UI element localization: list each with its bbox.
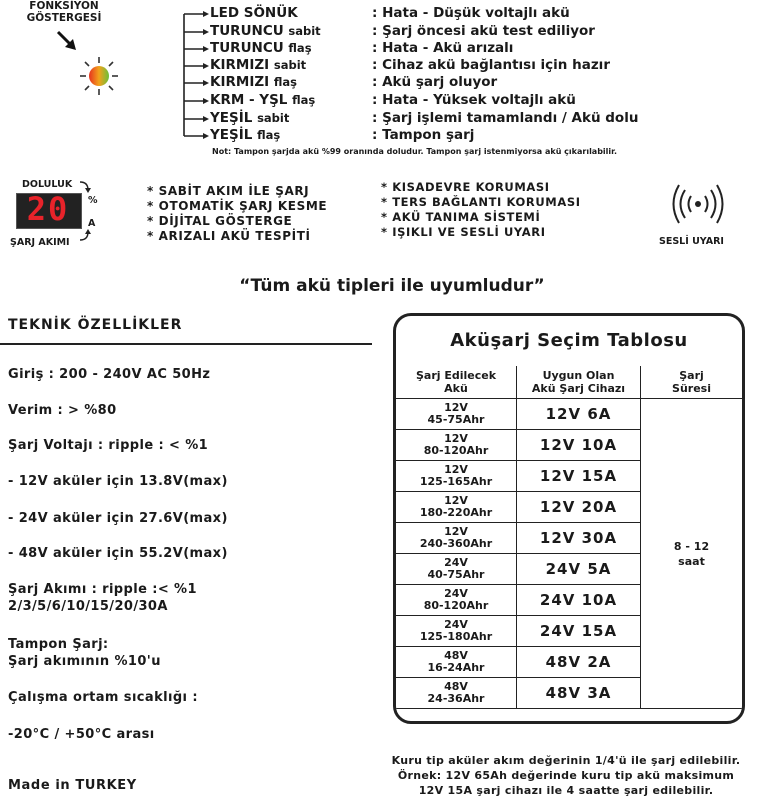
spec-temp: Çalışma ortam sıcaklığı : (8, 690, 198, 705)
current-label: ŞARJ AKIMI (10, 237, 70, 248)
charger-cell: 48V 3A (517, 678, 641, 709)
spec-48v: - 48V aküler için 55.2V(max) (8, 546, 228, 561)
selection-grid (396, 366, 742, 709)
led-state-desc: : Hata - Düşük voltajlı akü (372, 5, 570, 21)
led-state-desc: : Cihaz akü bağlantısı için hazır (372, 57, 610, 73)
note-line: Örnek: 12V 65Ah değerinde kuru tip akü maksimum (397, 769, 735, 782)
divider (0, 343, 372, 345)
header-charger: Uygun Olan Akü Şarj Cihazı (517, 366, 641, 399)
features-left (147, 184, 327, 244)
charger-cell: 12V 30A (517, 523, 641, 554)
battery-cell: 48V 16-24Ahr (396, 647, 517, 678)
charger-cell: 48V 2A (517, 647, 641, 678)
led-state-name: YEŞİL sabit (210, 110, 290, 126)
table-title: Aküşarj Seçim Tablosu (450, 330, 688, 351)
slogan: “Tüm akü tipleri ile uyumludur” (239, 276, 545, 296)
spec-float-value: Şarj akımının %10'u (8, 654, 161, 669)
header-battery: Şarj Edilecek Akü (396, 366, 517, 399)
battery-cell: 12V 80-120Ahr (396, 430, 517, 461)
fill-label: DOLULUK (22, 179, 73, 190)
feature-item: * AKÜ TANIMA SİSTEMİ (381, 210, 541, 224)
led-state-name: TURUNCU flaş (210, 40, 312, 56)
curve-arrow-icon (78, 180, 92, 194)
battery-cell: 24V 125-180Ahr (396, 616, 517, 647)
indicator-label-line2: GÖSTERGESİ (26, 12, 102, 24)
led-bracket-lines (178, 6, 210, 146)
led-state-name: KIRMIZI flaş (210, 74, 297, 90)
spec-12v: - 12V aküler için 13.8V(max) (8, 474, 228, 489)
amp-unit: A (88, 218, 96, 229)
led-note: Not: Tampon şarjda akü %99 oranında doludur. Tampon şarj istenmiyorsa akü çıkarılabilir. (212, 147, 617, 156)
pointer-arrow-icon (56, 30, 78, 52)
table-row (396, 399, 742, 430)
percent-unit: % (88, 195, 98, 206)
features-right (381, 180, 581, 240)
charger-cell: 12V 20A (517, 492, 641, 523)
spec-temp-value: -20°C / +50°C arası (8, 727, 155, 742)
led-state-name: KRM - YŞL flaş (210, 92, 316, 108)
note-line: Kuru tip aküler akım değerinin 1/4'ü ile şarj edilebilir. (391, 754, 741, 767)
led-state-desc: : Hata - Akü arızalı (372, 40, 514, 56)
charger-cell: 12V 10A (517, 430, 641, 461)
sound-label: SESLİ UYARI (659, 236, 724, 247)
feature-item: * DİJİTAL GÖSTERGE (147, 214, 293, 228)
battery-cell: 24V 80-120Ahr (396, 585, 517, 616)
spec-current-values: 2/3/5/6/10/15/20/30A (8, 599, 168, 614)
specs-title: TEKNİK ÖZELLİKLER (8, 317, 183, 333)
battery-cell: 12V 45-75Ahr (396, 399, 517, 430)
led-state-desc: : Tampon şarj (372, 127, 475, 143)
curve-arrow-icon (78, 228, 92, 242)
led-state-name: YEŞİL flaş (210, 127, 281, 143)
led-state-desc: : Hata - Yüksek voltajlı akü (372, 92, 576, 108)
feature-item: * KISADEVRE KORUMASI (381, 180, 550, 194)
led-state-name: KIRMIZI sabit (210, 57, 307, 73)
charger-cell: 24V 5A (517, 554, 641, 585)
battery-cell: 12V 125-165Ahr (396, 461, 517, 492)
feature-item: * TERS BAĞLANTI KORUMASI (381, 195, 581, 209)
led-state-desc: : Şarj öncesi akü test ediliyor (372, 23, 595, 39)
dry-battery-note (348, 753, 784, 798)
battery-cell: 48V 24-36Ahr (396, 678, 517, 709)
battery-cell: 12V 180-220Ahr (396, 492, 517, 523)
indicator-label-line1: FONKSİYON (29, 0, 99, 12)
battery-cell: 12V 240-360Ahr (396, 523, 517, 554)
header-duration: Şarj Süresi (641, 366, 743, 399)
spec-input: Giriş : 200 - 240V AC 50Hz (8, 367, 211, 382)
spec-efficiency: Verim : > %80 (8, 403, 117, 418)
note-line: 12V 15A şarj cihazı ile 4 saatte şarj edilebilir. (418, 784, 714, 797)
table-header-row (396, 366, 742, 399)
spec-current: Şarj Akımı : ripple :< %1 (8, 582, 197, 597)
spec-24v: - 24V aküler için 27.6V(max) (8, 511, 228, 526)
charger-cell: 12V 6A (517, 399, 641, 430)
led-state-desc: : Akü şarj oluyor (372, 74, 498, 90)
feature-item: * ARIZALI AKÜ TESPİTİ (147, 229, 311, 243)
feature-item: * IŞIKLI VE SESLİ UYARI (381, 225, 546, 239)
spec-charge-voltage: Şarj Voltajı : ripple : < %1 (8, 438, 209, 453)
selection-table (393, 313, 745, 724)
sound-alert-icon (672, 182, 724, 226)
made-in: Made in TURKEY (8, 778, 137, 793)
led-sun-icon (79, 56, 119, 96)
charger-cell: 12V 15A (517, 461, 641, 492)
led-state-name: LED SÖNÜK (210, 5, 298, 21)
led-state-name: TURUNCU sabit (210, 23, 321, 39)
spec-float: Tampon Şarj: (8, 637, 109, 652)
led-state-desc: : Şarj işlemi tamamlandı / Akü dolu (372, 110, 639, 126)
charger-cell: 24V 10A (517, 585, 641, 616)
battery-cell: 24V 40-75Ahr (396, 554, 517, 585)
duration-cell: 8 - 12 saat (641, 399, 743, 709)
feature-item: * OTOMATİK ŞARJ KESME (147, 199, 328, 213)
feature-item: * SABİT AKIM İLE ŞARJ (147, 184, 310, 198)
display-digits: 20 (26, 190, 70, 228)
function-indicator-label (8, 0, 120, 24)
charger-cell: 24V 15A (517, 616, 641, 647)
